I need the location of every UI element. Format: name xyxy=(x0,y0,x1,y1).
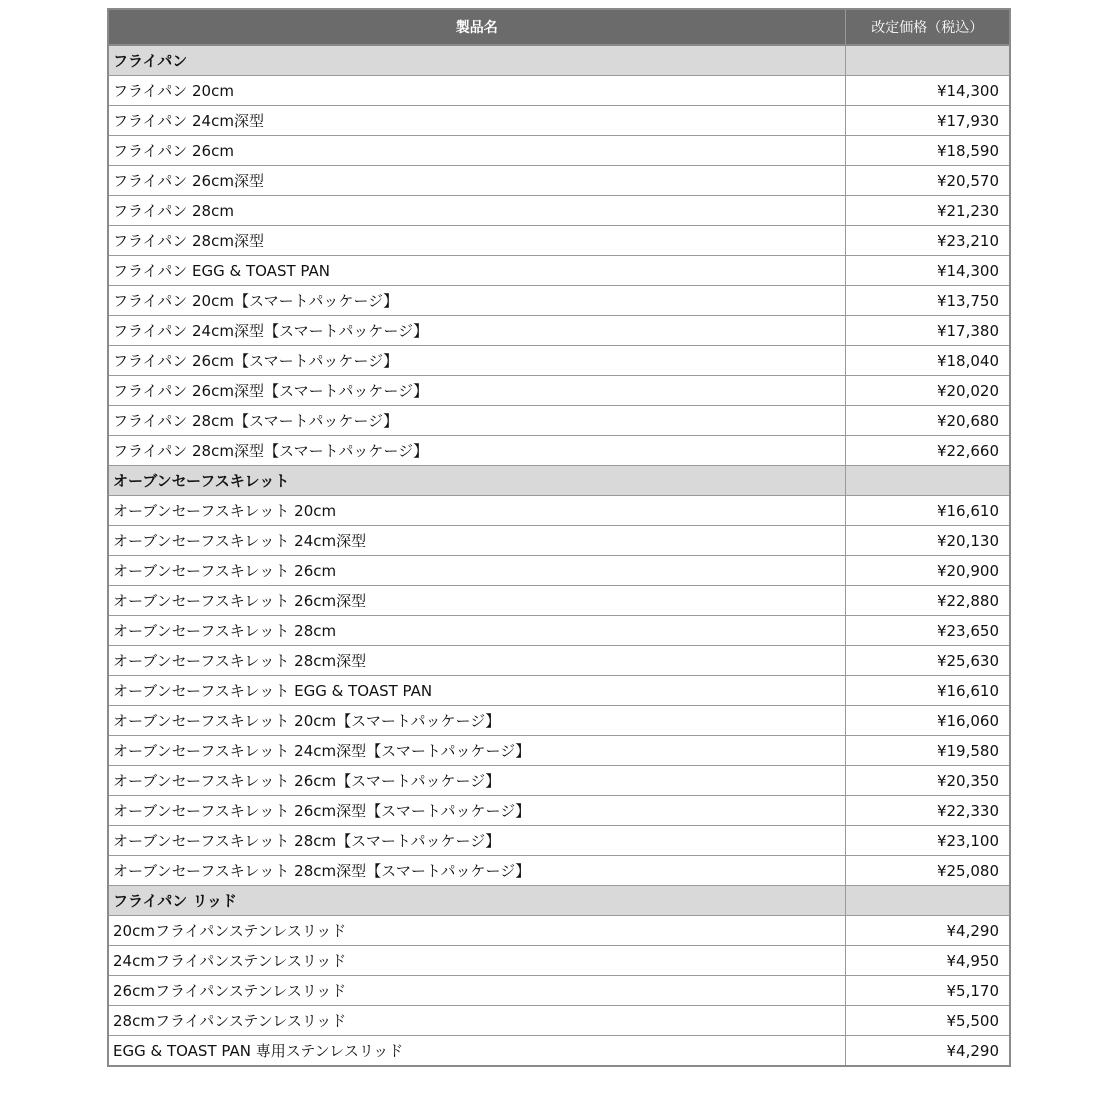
price-cell: ¥19,580 xyxy=(845,736,1010,766)
product-name-cell: フライパン EGG & TOAST PAN xyxy=(108,256,845,286)
table-row xyxy=(108,556,1010,586)
product-name-cell: オーブンセーフスキレット 26cm xyxy=(108,556,845,586)
price-cell: ¥22,330 xyxy=(845,796,1010,826)
product-name-cell: オーブンセーフスキレット 26cm深型【スマートパッケージ】 xyxy=(108,796,845,826)
product-name-cell: フライパン 26cm【スマートパッケージ】 xyxy=(108,346,845,376)
table-row xyxy=(108,586,1010,616)
section-row xyxy=(108,886,1010,916)
product-name-cell: フライパン 24cm深型 xyxy=(108,106,845,136)
price-cell: ¥16,610 xyxy=(845,676,1010,706)
product-name-cell: オーブンセーフスキレット 24cm深型 xyxy=(108,526,845,556)
price-cell: ¥21,230 xyxy=(845,196,1010,226)
table-row xyxy=(108,376,1010,406)
table-row xyxy=(108,136,1010,166)
section-row xyxy=(108,45,1010,76)
product-name-cell: フライパン 28cm深型 xyxy=(108,226,845,256)
product-name-cell: フライパン 20cm xyxy=(108,76,845,106)
product-name-cell: EGG & TOAST PAN 専用ステンレスリッド xyxy=(108,1036,845,1067)
price-cell: ¥14,300 xyxy=(845,256,1010,286)
price-cell: ¥20,020 xyxy=(845,376,1010,406)
price-cell: ¥23,650 xyxy=(845,616,1010,646)
table-row xyxy=(108,616,1010,646)
product-name-cell: フライパン 28cm xyxy=(108,196,845,226)
price-cell: ¥20,130 xyxy=(845,526,1010,556)
product-name-cell: 26cmフライパンステンレスリッド xyxy=(108,976,845,1006)
table-row xyxy=(108,316,1010,346)
price-cell: ¥20,570 xyxy=(845,166,1010,196)
product-name-cell: オーブンセーフスキレット 28cm xyxy=(108,616,845,646)
product-name-cell: 20cmフライパンステンレスリッド xyxy=(108,916,845,946)
table-body xyxy=(108,45,1010,1066)
table-row xyxy=(108,1036,1010,1067)
section-title: オーブンセーフスキレット xyxy=(108,466,845,496)
price-list xyxy=(107,8,1009,1067)
table-row xyxy=(108,346,1010,376)
price-cell: ¥25,630 xyxy=(845,646,1010,676)
product-name-cell: フライパン 28cm【スマートパッケージ】 xyxy=(108,406,845,436)
table-row xyxy=(108,826,1010,856)
product-name-cell: 24cmフライパンステンレスリッド xyxy=(108,946,845,976)
table-row xyxy=(108,946,1010,976)
product-name-cell: 28cmフライパンステンレスリッド xyxy=(108,1006,845,1036)
product-name-cell: オーブンセーフスキレット 28cm深型【スマートパッケージ】 xyxy=(108,856,845,886)
price-cell: ¥20,350 xyxy=(845,766,1010,796)
table-row xyxy=(108,976,1010,1006)
table-row xyxy=(108,916,1010,946)
table-row xyxy=(108,76,1010,106)
price-cell: ¥16,610 xyxy=(845,496,1010,526)
product-name-cell: フライパン 26cm深型 xyxy=(108,166,845,196)
product-name-cell: オーブンセーフスキレット 20cm【スマートパッケージ】 xyxy=(108,706,845,736)
table-row xyxy=(108,226,1010,256)
table-row xyxy=(108,676,1010,706)
product-name-cell: フライパン 28cm深型【スマートパッケージ】 xyxy=(108,436,845,466)
product-name-cell: オーブンセーフスキレット 26cm【スマートパッケージ】 xyxy=(108,766,845,796)
table-row xyxy=(108,646,1010,676)
price-cell: ¥22,660 xyxy=(845,436,1010,466)
table-row xyxy=(108,166,1010,196)
table-row xyxy=(108,106,1010,136)
product-name-cell: オーブンセーフスキレット 26cm深型 xyxy=(108,586,845,616)
price-cell: ¥23,100 xyxy=(845,826,1010,856)
table-row xyxy=(108,706,1010,736)
section-row xyxy=(108,466,1010,496)
table-row xyxy=(108,496,1010,526)
column-header-price: 改定価格（税込） xyxy=(845,9,1010,45)
table-row xyxy=(108,196,1010,226)
table-row xyxy=(108,1006,1010,1036)
price-cell: ¥22,880 xyxy=(845,586,1010,616)
price-cell: ¥20,680 xyxy=(845,406,1010,436)
table-row xyxy=(108,256,1010,286)
price-cell: ¥4,290 xyxy=(845,916,1010,946)
column-header-product-name: 製品名 xyxy=(108,9,845,45)
price-cell: ¥17,930 xyxy=(845,106,1010,136)
product-name-cell: オーブンセーフスキレット 28cm深型 xyxy=(108,646,845,676)
table-row xyxy=(108,736,1010,766)
price-cell: ¥18,040 xyxy=(845,346,1010,376)
price-cell: ¥20,900 xyxy=(845,556,1010,586)
product-name-cell: オーブンセーフスキレット 24cm深型【スマートパッケージ】 xyxy=(108,736,845,766)
table-row xyxy=(108,766,1010,796)
section-price-empty xyxy=(845,886,1010,916)
price-cell: ¥5,500 xyxy=(845,1006,1010,1036)
product-name-cell: オーブンセーフスキレット EGG & TOAST PAN xyxy=(108,676,845,706)
price-table xyxy=(107,8,1011,1067)
price-cell: ¥16,060 xyxy=(845,706,1010,736)
section-title: フライパン リッド xyxy=(108,886,845,916)
table-row xyxy=(108,856,1010,886)
section-price-empty xyxy=(845,45,1010,76)
table-row xyxy=(108,526,1010,556)
price-cell: ¥5,170 xyxy=(845,976,1010,1006)
price-cell: ¥4,950 xyxy=(845,946,1010,976)
product-name-cell: フライパン 20cm【スマートパッケージ】 xyxy=(108,286,845,316)
table-row xyxy=(108,796,1010,826)
price-cell: ¥14,300 xyxy=(845,76,1010,106)
product-name-cell: オーブンセーフスキレット 28cm【スマートパッケージ】 xyxy=(108,826,845,856)
product-name-cell: フライパン 26cm xyxy=(108,136,845,166)
product-name-cell: フライパン 24cm深型【スマートパッケージ】 xyxy=(108,316,845,346)
table-row xyxy=(108,436,1010,466)
section-title: フライパン xyxy=(108,45,845,76)
table-header-row xyxy=(108,9,1010,45)
price-cell: ¥17,380 xyxy=(845,316,1010,346)
product-name-cell: オーブンセーフスキレット 20cm xyxy=(108,496,845,526)
table-row xyxy=(108,286,1010,316)
price-cell: ¥25,080 xyxy=(845,856,1010,886)
product-name-cell: フライパン 26cm深型【スマートパッケージ】 xyxy=(108,376,845,406)
price-cell: ¥4,290 xyxy=(845,1036,1010,1067)
price-cell: ¥23,210 xyxy=(845,226,1010,256)
section-price-empty xyxy=(845,466,1010,496)
price-cell: ¥18,590 xyxy=(845,136,1010,166)
price-cell: ¥13,750 xyxy=(845,286,1010,316)
table-row xyxy=(108,406,1010,436)
